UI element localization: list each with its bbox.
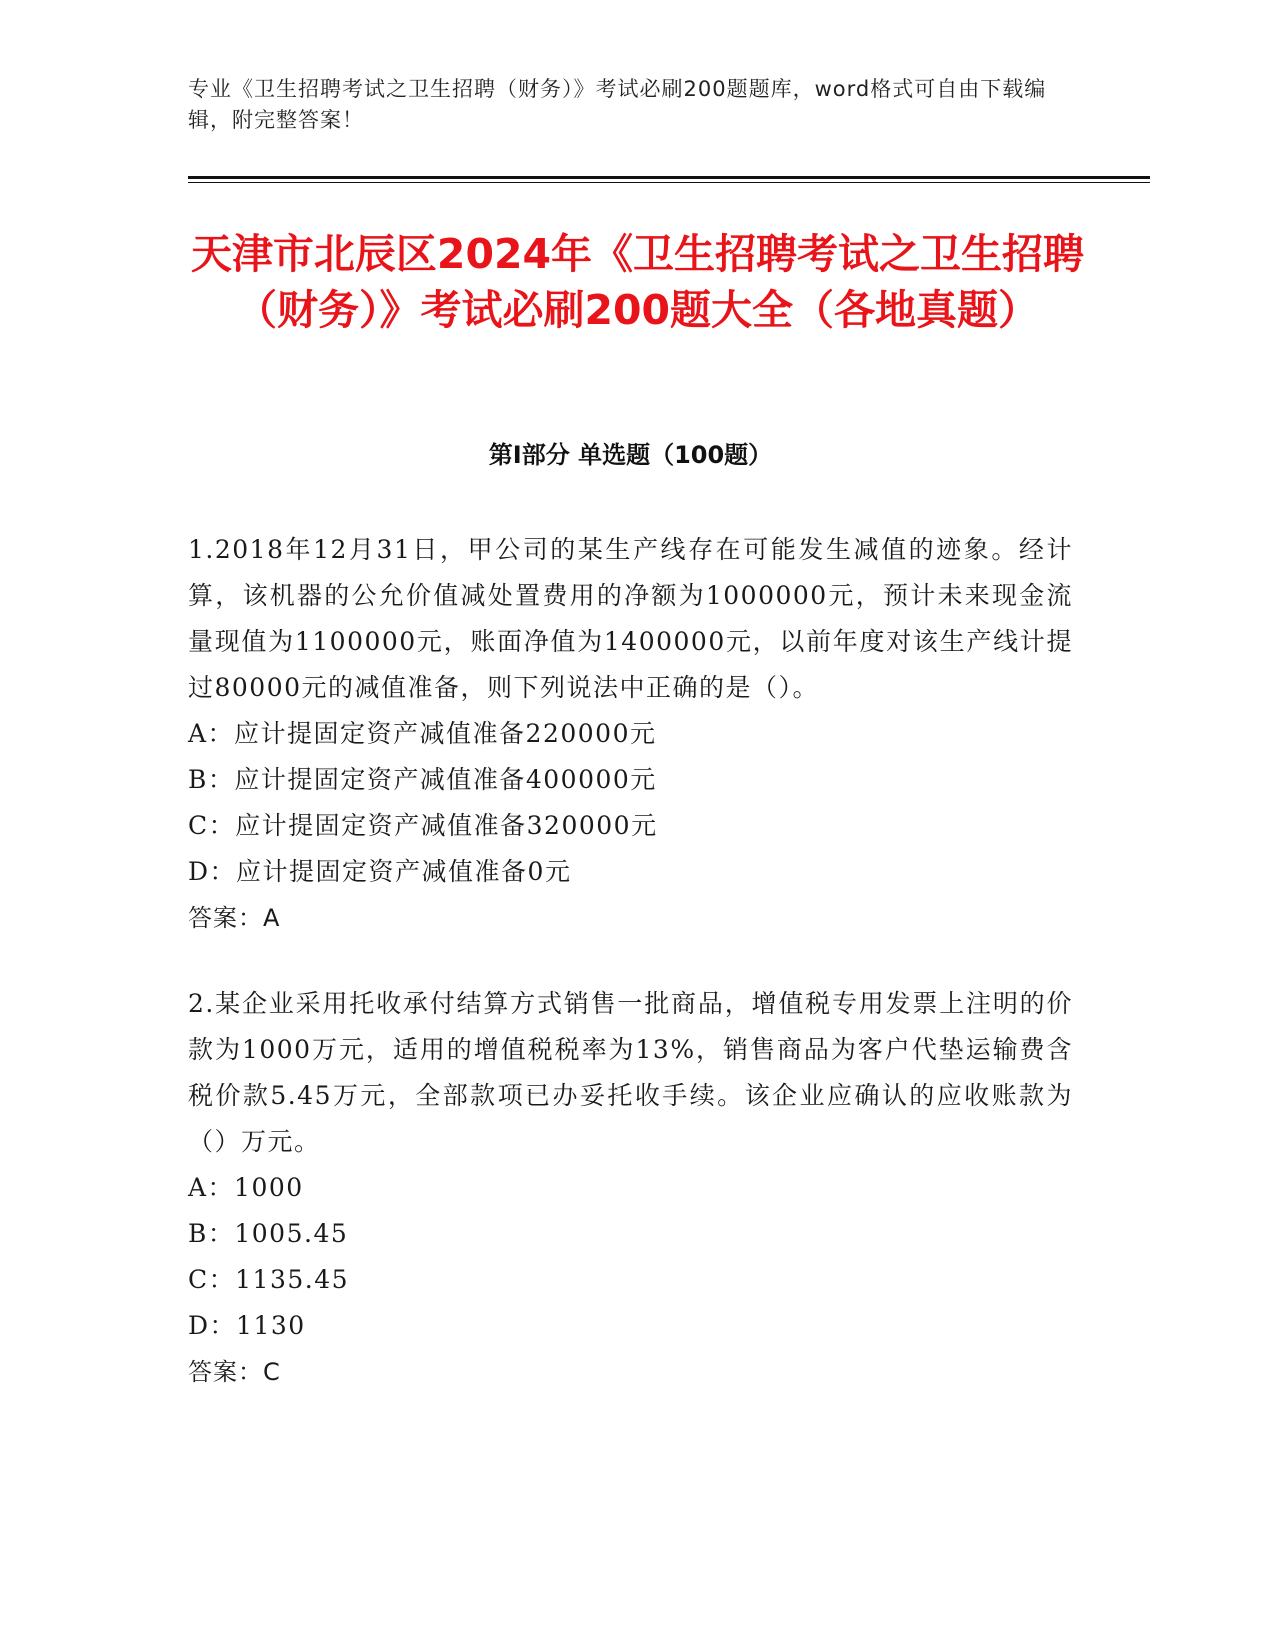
option-d: D：1130 <box>188 1311 306 1340</box>
option-a: A：1000 <box>188 1173 304 1202</box>
answer-line: 答案：A <box>188 904 281 932</box>
question-stem: 1.2018年12月31日，甲公司的某生产线存在可能发生减值的迹象。经计算，该机器的公允价值减处置费用的净额为1000000元，预计未来现金流量现值为1100000元，账面净值为1400000元，以前年度对该生产线计提过80000元的减值准备，则下列说法中正确的是（）。 <box>188 535 1073 702</box>
question-2 <box>188 981 1073 1395</box>
section-heading: 第I部分 单选题（100题） <box>488 441 773 469</box>
document-title: 天津市北辰区2024年《卫生招聘考试之卫生招聘（财务）》考试必刷200题大全（各地真题） <box>190 230 1085 334</box>
option-b: B：应计提固定资产减值准备400000元 <box>188 765 657 794</box>
question-stem: 2.某企业采用托收承付结算方式销售一批商品，增值税专用发票上注明的价款为1000万元，适用的增值税税率为13%，销售商品为客户代垫运输费含税价款5.45万元，全部款项已办妥托收手续。该企业应确认的应收账款为（）万元。 <box>188 989 1073 1156</box>
option-a: A：应计提固定资产减值准备220000元 <box>188 719 657 748</box>
option-b: B：1005.45 <box>188 1219 349 1248</box>
answer-line: 答案：C <box>188 1358 281 1386</box>
option-d: D：应计提固定资产减值准备0元 <box>188 857 572 886</box>
option-c: C：1135.45 <box>188 1265 350 1294</box>
header-divider-thin <box>188 182 1150 183</box>
option-c: C：应计提固定资产减值准备320000元 <box>188 811 658 840</box>
question-1 <box>188 527 1073 941</box>
header-divider-thick <box>188 176 1150 179</box>
header-note: 专业《卫生招聘考试之卫生招聘（财务）》考试必刷200题题库，word格式可自由下载编辑，附完整答案！ <box>188 77 1047 132</box>
